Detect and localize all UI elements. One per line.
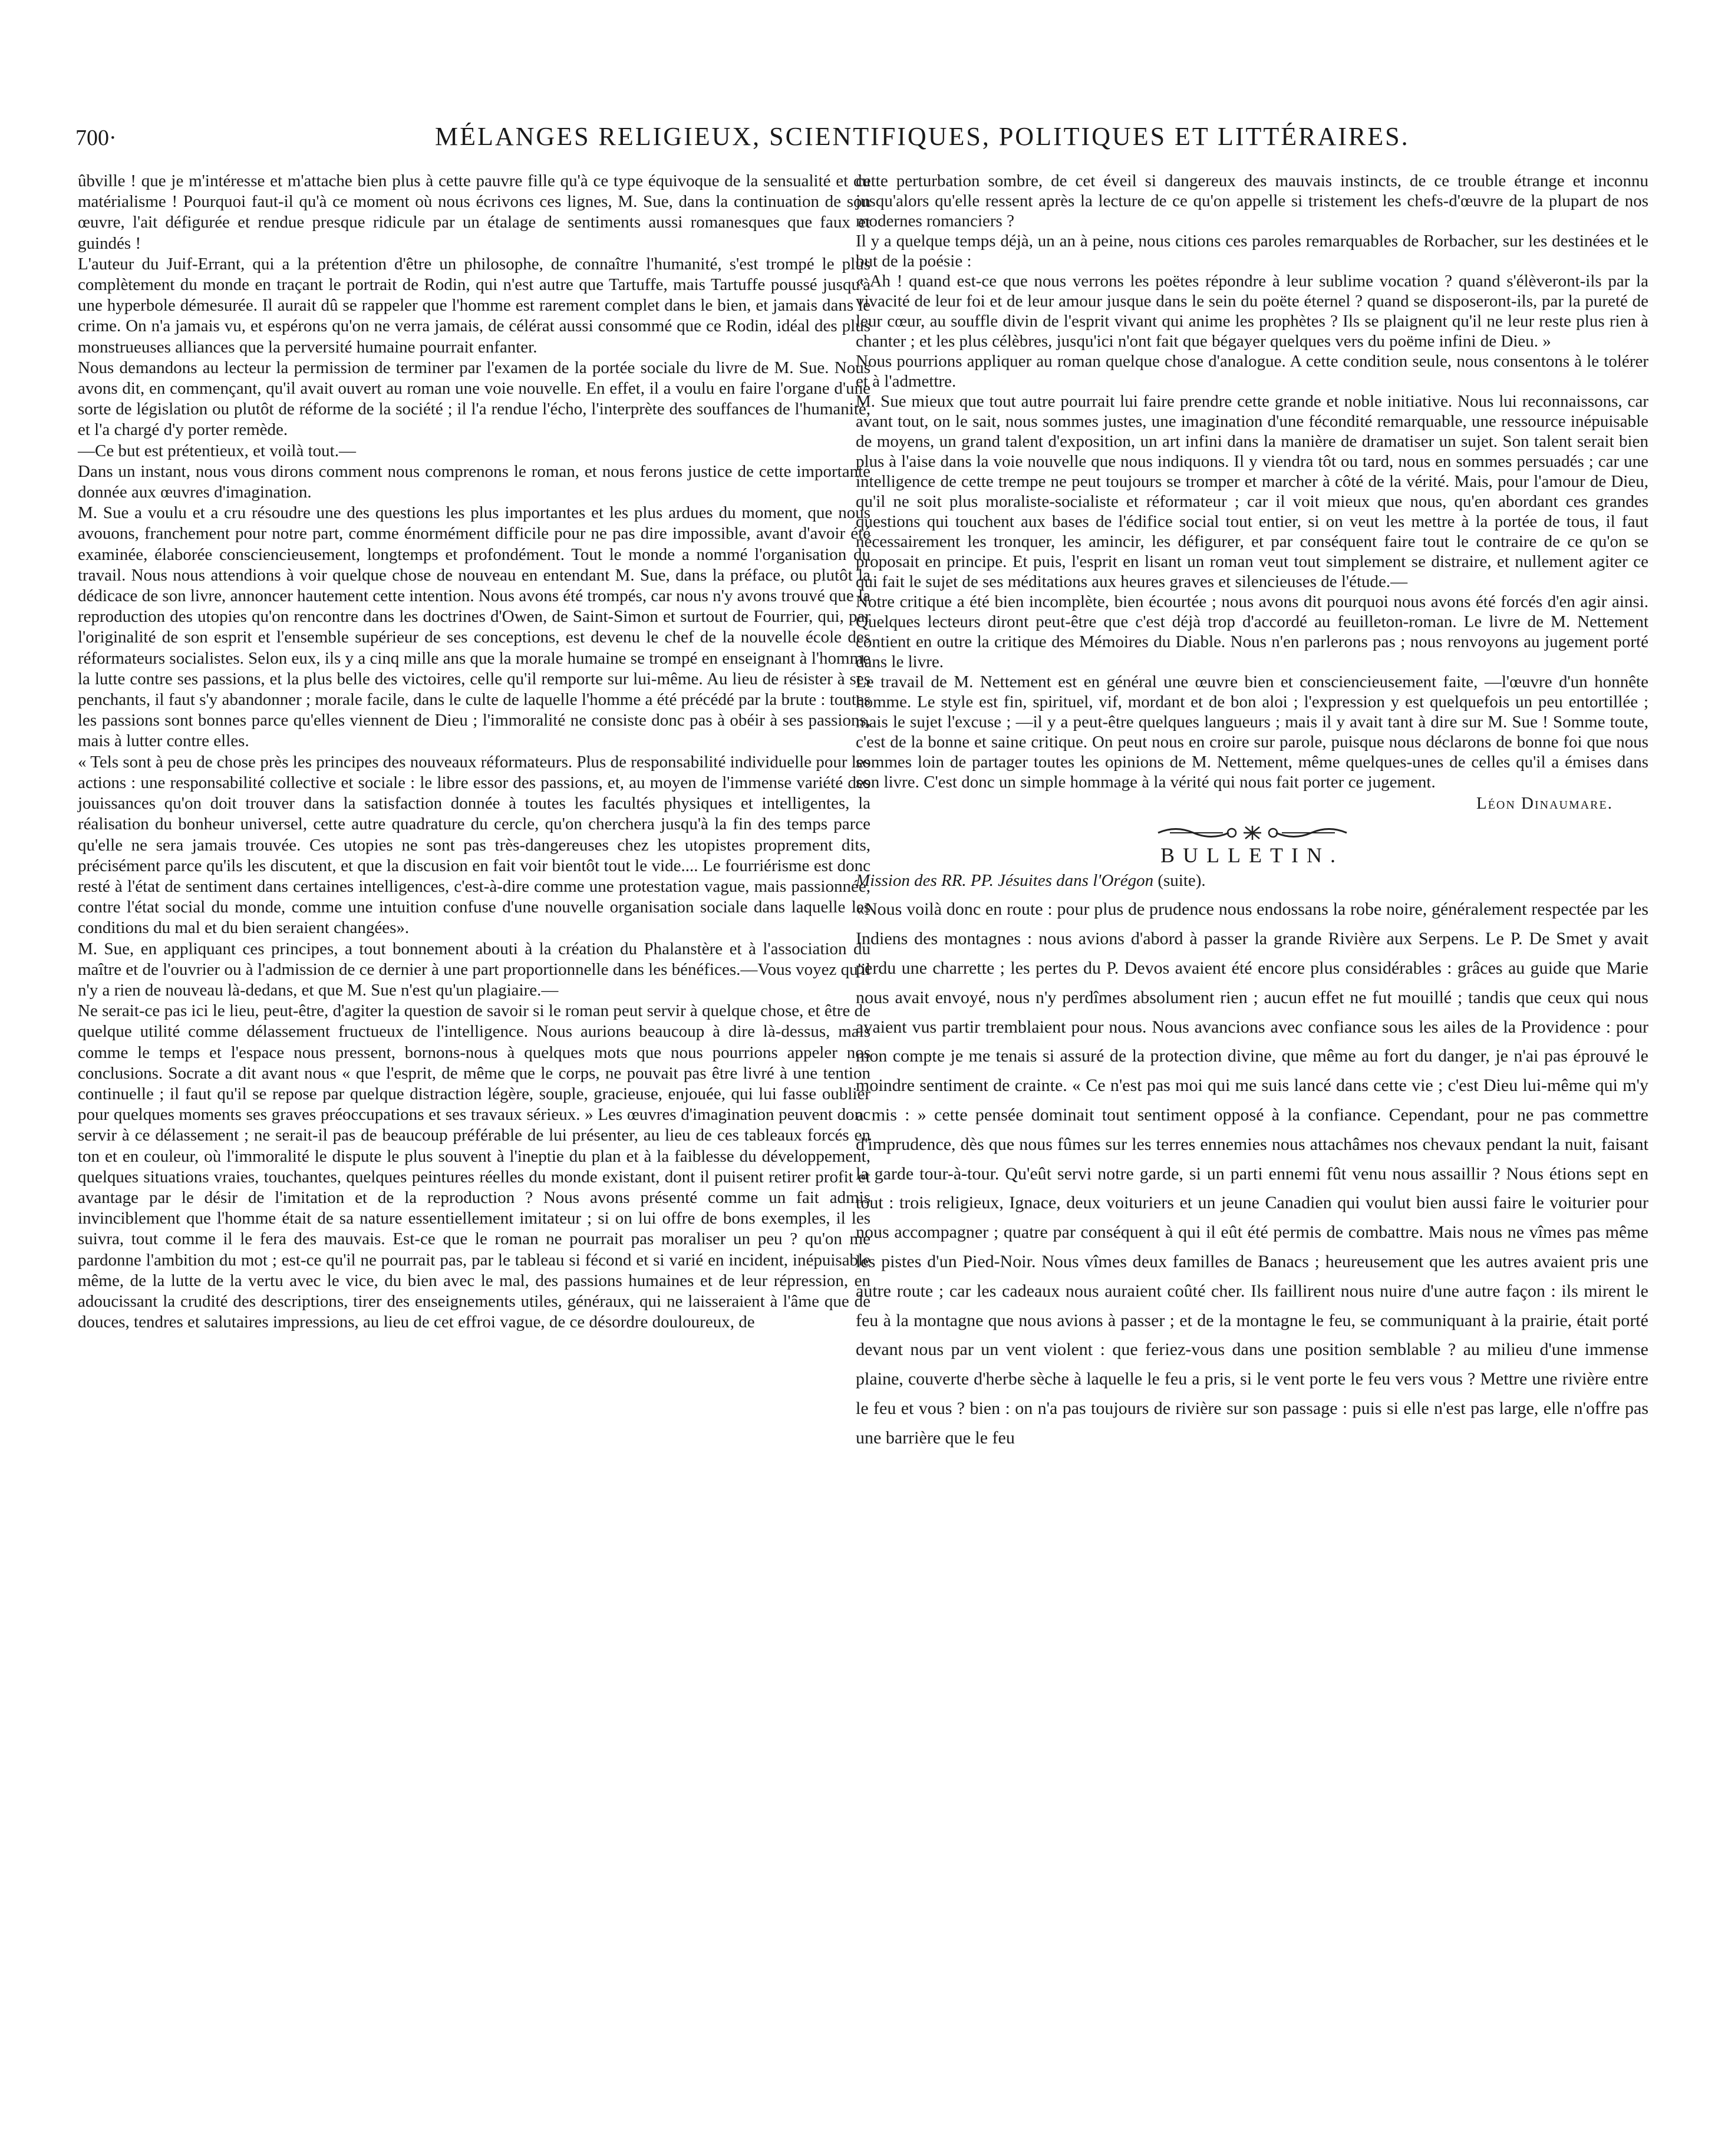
flourish-icon [1152,824,1353,842]
left-column [78,171,870,1333]
bulletin-subtitle [856,871,1648,891]
paragraph: ûbville ! que je m'intéresse et m'attache bien plus à cette pauvre fille qu'à ce type équivoque de la sensualité et du matérialisme ! Pourquoi faut-il qu'à ce moment où nous écrivons ces lignes, M. Sue, dans la continuation de son œuvre, l'ait défigurée et rendue presque ridicule par un étalage de sentiments aussi romanesques que faux et guindés ! [78,172,870,253]
paragraph: Nous demandons au lecteur la permission de terminer par l'examen de la portée sociale du livre de M. Sue. Nous avons dit, en commençant, qu'il avait ouvert au roman une voie nouvelle. En effet, il a voulu en faire l'organe d'une sorte de législation ou plutôt de réforme de la société ; il l'a rendue l'écho, l'interprète des souffances de l'humanité, et l'a chargé d'y porter remède. [78,358,870,440]
quotation: « Ah ! quand est-ce que nous verrons les poëtes répondre à leur sublime vocation ? quand s'élèveront-ils par la vivacité de leur foi et de leur amour jusque dans le sein du poëte éternel ? quand se disposeront-ils, par la pureté de leur cœur, au souffle divin de l'esprit vivant qui anime les prophètes ? Ils se plaignent qu'il ne leur reste plus rien à chanter ; et les plus célèbres, jusqu'ici n'ont fait que bégayer quelques vers du poëme infini de Dieu. » [856,272,1648,351]
paragraph: Nous pourrions appliquer au roman quelque chose d'analogue. A cette condition seule, nous consentons à le tolérer et à l'admettre. [856,352,1648,391]
bulletin-subtitle-text: Mission des RR. PP. Jésuites dans l'Orégon [856,871,1154,891]
paragraph: Ne serait-ce pas ici le lieu, peut-être, d'agiter la question de savoir si le roman peut servir à quelque chose, et être de quelque utilité comme délassement fructueux de l'intelligence. Nous aurions beaucoup à dire là-dessus, mais comme le temps et l'espace nous pressent, bornons-nous à quelques mots que nous pourrions appeler nos conclusions. Socrate a dit avant nous « que l'esprit, de même que le corps, ne pouvait pas être livré à une tention continuelle ; il faut qu'il se repose par quelque distraction légère, souple, gracieuse, enjouée, qui lui fasse oublier pour quelques moments ses graves préoccupations et ses travaux sérieux. » Les œuvres d'imagination peuvent donc servir à ce délassement ; ne serait-il pas de beaucoup préférable de lui présenter, au lieu de ces tableaux forcés en ton et en couleur, où l'immoralité le dispute le plus souvent à l'ineptie du plan et à la faiblesse du développement, quelques situations vraies, touchantes, quelques peintures réelles du monde existant, dont il puisent retirer profit et avantage par le désir de l'imitation et de la reproduction ? Nous avons présenté comme un fait admis invinciblement que l'homme était de sa nature essentiellement imitateur ; si on lui offre de bons exemples, il les suivra, tout comme il le fera des mauvais. Est-ce que le roman ne pourrait pas moraliser un peu ? qu'on me pardonne l'ambition du mot ; est-ce qu'il ne pourrait pas, par le tableau si fécond et si varié en incident, inépuisable même, de la lutte de la vertu avec le vice, du bien avec le mal, des passions humaines et de leur répression, en adoucissant la crudité des descriptions, tirer des enseignements utiles, généraux, qui ne laisseraient à l'âme que de douces, tendres et salutaires impressions, au lieu de cet effroi vague, de ce désordre douloureux, de [78,1001,870,1332]
running-title: MÉLANGES RELIGIEUX, SCIENTIFIQUES, POLITIQUES ET LITTÉRAIRES. [435,122,1410,151]
bulletin-body: «Nous voilà donc en route : pour plus de prudence nous endossans la robe noire, généralement respectée par les Indiens des montagnes : nous avions d'abord à passer la grande Rivière aux Serpens. Le P. De Smet y avait perdu une charrette ; les pertes du P. Devos avaient été encore plus considérables : grâces au guide que Marie nous avait envoyé, nous n'y perdîmes absolument rien ; aucun effet ne fut mouillé ; tandis que ceux qui nous avaient vus partir tremblaient pour nous. Nous avancions avec confiance sous les ailes de la Providence : pour mon compte je me tenais si assuré de la protection divine, que même au fort du danger, je n'ai pas éprouvé le moindre sentiment de crainte. « Ce n'est pas moi qui me suis lancé dans cette vie ; c'est Dieu lui-même qui m'y a mis : » cette pensée dominait tout sentiment opposé à la confiance. Cependant, pour ne pas commettre d'imprudence, dès que nous fûmes sur les terres ennemies nous attachâmes nos chevaux pendant la nuit, faisant la garde tour-à-tour. Qu'eût servi notre garde, si un parti ennemi fût venu nous assaillir ? Nous étions sept en tout : trois religieux, Ignace, deux voituriers et un jeune Canadien qui voulut bien aussi faire le voiturier pour nous accompagner ; quatre par conséquent à qui il eût été permis de combattre. Mais nous ne vîmes pas même les pistes d'un Pied-Noir. Nous vîmes deux familles de Banacs ; heureusement que les autres avaient pris une autre route ; car les cadeaux nous auraient coûté cher. Ils faillirent nous nuire d'une autre façon : ils mirent le feu à la montagne que nous avions à passer ; et de la montagne le feu, se communiquant à la prairie, était porté devant nous par un vent violent : que feriez-vous dans une position semblable ? au milieu d'une immense plaine, couverte d'herbe sèche à laquelle le feu a pris, si le vent porte le feu vers vous ? Mettre une rivière entre le feu et vous ? bien : on n'a pas toujours de rivière sur son passage : puis si elle n'est pas large, elle n'offre pas une barrière que le feu [856,899,1648,1448]
page-number: 700· [75,126,117,150]
paragraph: Le travail de M. Nettement est en général une œuvre bien et consciencieusement faite, —l'œuvre d'un honnête homme. Le style est fin, spirituel, vif, mordant et de bon aloi ; l'expression y est quelquefois un peu entortillée ; mais le sujet l'excuse ; —il y a peut-être quelques langueurs ; mais il y avait tant à dire sur M. Sue ! Somme toute, c'est de la bonne et saine critique. On peut nous en croire sur parole, puisque nous déclarons de bonne foi que nous sommes loin de partager toutes les opinions de M. Nettement, même quelques-unes de celles qu'il a émises dans son livre. C'est donc un simple hommage à la vérité qui nous fait porter ce jugement. [856,672,1648,792]
paragraph: « Tels sont à peu de chose près les principes des nouveaux réformateurs. Plus de responsabilité individuelle pour les actions : une responsabilité collective et sociale : le libre essor des passions, et, au moyen de l'immense variété des jouissances qu'on doit trouver dans la satisfaction donnée à toutes les facultés physiques et intelligentes, la réalisation du bonheur universel, cette autre quadrature du cercle, qu'on cherchera jusqu'à la fin des temps parce qu'elle ne sera jamais trouvée. Ces utopies ne sont pas très-dangereuses chez les utopistes proprement dits, précisément parce qu'ils les discutent, et que la discusion en fait voir bientôt tout le vide.... Le fourriérisme est donc resté à l'état de sentiment dans certaines intelligences, c'est-à-dire comme une protestation vague, mais passionnée, contre l'état social du monde, comme une intuition confuse d'une nouvelle organisation sociale dans laquelle les conditions du mal et du bien seraient changées». [78,752,870,938]
bulletin-subtitle-suffix: (suite). [1158,871,1206,891]
paragraph: M. Sue a voulu et a cru résoudre une des questions les plus importantes et les plus ardues du moment, que nous avouons, franchement pour notre part, comme énormément difficile pour ne pas dire impossible, avant d'avoir été examinée, élaborée consciencieusement, longtemps et profondément. Tout le monde a nommé l'organisation du travail. Nous nous attendions à voir quelque chose de nouveau en entendant M. Sue, dans la préface, ou plutôt la dédicace de son livre, annoncer hautement cette intention. Nous avons été trompés, car nous n'y avons trouvé que la reproduction des utopies qu'on rencontre dans les doctrines d'Owen, de Saint-Simon et surtout de Fourrier, qui, par l'originalité de son esprit et l'ensemble supérieur de ses conceptions, est devenu le chef de la nouvelle école des réformateurs socialistes. Selon eux, ils y a cinq mille ans que la morale humaine se trompé en enseignant à l'homme la lutte contre ses passions, et la plus belle des victoires, celle qu'il remporte sur lui-même. Au lieu de résister à ses penchants, il faut s'y abandonner ; morale facile, dans le culte de laquelle l'homme a été précédé par la brute : toutes les passions sont bonnes parce qu'elles viennent de Dieu ; l'immoralité ne consiste donc pas à obéir à ses passions, mais à lutter contre elles. [78,503,870,751]
page-header [75,122,1649,160]
paragraph: L'auteur du Juif-Errant, qui a la prétention d'être un philosophe, de connaître l'humanité, s'est trompé le plus complètement du monde en traçant le portrait de Rodin, qui n'est autre que Tartuffe, mais Tartuffe poussé jusqu'à une hyperbole démesurée. Il aurait dû se rappeler que l'homme est rarement complet dans le bien, et jamais dans le crime. On n'a jamais vu, et espérons qu'on ne verra jamais, de célérat aussi consommé que ce Rodin, idéal des plus monstrueuses alliances que la perversité humaine pourrait enfanter. [78,254,870,357]
paragraph: Dans un instant, nous vous dirons comment nous comprenons le roman, et nous ferons justice de cette importante donnée aux œuvres d'imagination. [78,461,870,502]
review-continuation [856,171,1648,813]
paragraph: —Ce but est prétentieux, et voilà tout.— [78,441,356,460]
right-column [856,171,1648,1453]
ornament-divider [856,824,1648,842]
paragraph: cette perturbation sombre, de cet éveil si dangereux des mauvais instincts, de ce trouble étrange et inconnu jusqu'alors qu'elle ressent après la lecture de ce qu'on appelle si tristement les chefs-d'œuvre de la plupart de nos modernes romanciers ? [856,172,1648,230]
author-signature: Léon Dinaumare. [1476,794,1613,813]
paragraph: Notre critique a été bien incomplète, bien écourtée ; nous avons dit pourquoi nous avons été forcés d'en agir ainsi. Quelques lecteurs diront peut-être que c'est déjà trop d'accordé au feuilleton-roman. Le livre de M. Nettement contient en outre la critique des Mémoires du Diable. Nous n'en parlerons pas ; nous renvoyons au jugement porté dans le livre. [856,592,1648,671]
paragraph: M. Sue, en appliquant ces principes, a tout bonnement abouti à la création du Phalanstère et à l'association du maître et de l'ouvrier ou à l'admission de ce dernier à une part proportionnelle dans les bénéfices.—Vous voyez qu'il n'y a rien de nouveau là-dedans, et que M. Sue n'est qu'un plagiaire.— [78,939,870,1000]
bulletin-title: BULLETIN. [1160,843,1344,867]
paragraph: Il y a quelque temps déjà, un an à peine, nous citions ces paroles remarquables de Rorbacher, sur les destinées et le but de la poésie : [856,232,1648,271]
paragraph: M. Sue mieux que tout autre pourrait lui faire prendre cette grande et noble initiative. Nous lui reconnaissons, car avant tout, on le sait, nous sommes justes, une imagination d'une fécondité remarquable, une ressource inépuisable de moyens, un grand talent d'exposition, un art infini dans la manière de dramatiser un sujet. Son talent serait bien plus à l'aise dans la voie nouvelle que nous indiquons. Il y viendra tôt ou tard, nous en sommes persuadés ; car une intelligence de cette trempe ne peut toujours se tromper et marcher à côté de la vérité. Mais, pour l'amour de Dieu, qu'il ne soit plus moraliste-socialiste et réformateur ; car il voit mieux que nous, qu'en abordant ces grandes questions qui touchent aux bases de l'édifice social tout entier, si on veut les mettre à la portée de tous, il faut nécessairement les tronquer, les amincir, les défigurer, et par conséquent faire tout le contraire de ce qu'on se proposait en principe. Et puis, l'esprit en lisant un roman veut tout simplement se distraire, et nullement agiter ce qui fait le sujet de ses méditations aux heures graves et silencieuses de l'étude.— [856,392,1648,591]
